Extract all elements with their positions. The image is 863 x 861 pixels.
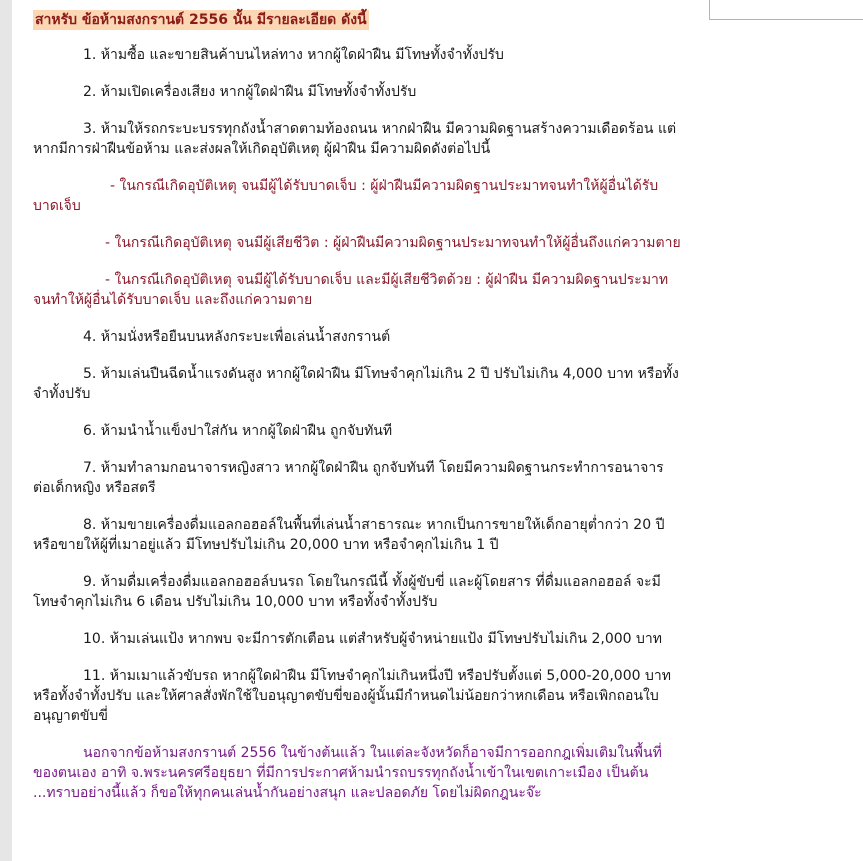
rule-item-10: 10. ห้ามเล่นแป้ง หากพบ จะมีการตักเตือน แต่สำหรับผู้จำหน่ายแป้ง มีโทษปรับไม่เกิน 2,000 บาท: [83, 631, 663, 647]
rule-item-6: 6. ห้ามนำน้ำแข็งปาใส่กัน หากผู้ใดฝ่าฝืน ถูกจับทันที: [83, 423, 393, 439]
left-gutter: [0, 0, 12, 861]
sub-item-injury-and-death: - ในกรณีเกิดอุบัติเหตุ จนมีผู้ได้รับบาดเจ็บ และมีผู้เสียชีวิตด้วย : ผู้ฝ่าฝืน มีความผิดฐานประมาทจนทำให้ผู้อื่นได้รับบาดเจ็บ และถึงแก่ความตาย: [33, 272, 669, 308]
document-body: [33, 10, 683, 820]
rule-item-2: 2. ห้ามเปิดเครื่องเสียง หากผู้ใดฝ่าฝืน มีโทษทั้งจำทั้งปรับ: [83, 84, 417, 100]
sub-item-injury: - ในกรณีเกิดอุบัติเหตุ จนมีผู้ได้รับบาดเจ็บ : ผู้ฝ่าฝืนมีความผิดฐานประมาทจนทำให้ผู้อื่นได้รับบาดเจ็บ: [33, 178, 659, 214]
rule-item-4: 4. ห้ามนั่งหรือยืนบนหลังกระบะเพื่อเล่นน้ำสงกรานต์: [83, 329, 391, 345]
document-title: สาหรับ ข้อห้ามสงกรานต์ 2556 นั้น มีรายละเอียด ดังนี้: [35, 12, 367, 28]
rule-item-8: 8. ห้ามขายเครื่องดื่มแอลกอฮอล์ในพื้นที่เล่นน้ำสาธารณะ หากเป็นการขายให้เด็กอายุต่ำกว่า 20 ปี หรือขายให้ผู้ที่เมาอยู่แล้ว มีโทษปรับไม่เกิน 20,000 บาท หรือจำคุกไม่เกิน 1 ปี: [33, 517, 665, 553]
rule-item-7: 7. ห้ามทำลามกอนาจารหญิงสาว หากผู้ใดฝ่าฝืน ถูกจับทันที โดยมีความผิดฐานกระทำการอนาจาร ต่อเด็กหญิง หรือสตรี: [33, 460, 664, 496]
sub-item-death: - ในกรณีเกิดอุบัติเหตุ จนมีผู้เสียชีวิต : ผู้ฝ่าฝืนมีความผิดฐานประมาทจนทำให้ผู้อื่นถึงแก่ความตาย: [105, 235, 681, 251]
rule-item-11: 11. ห้ามเมาแล้วขับรถ หากผู้ใดฝ่าฝืน มีโทษจำคุกไม่เกินหนึ่งปี หรือปรับตั้งแต่ 5,000-20,000 บาท หรือทั้งจำทั้งปรับ และให้ศาลสั่งพักใช้ใบอนุญาตขับขี่ของผู้นั้นมีกำหนดไม่น้อยกว่าหกเดือน หรือเพิกถอนใบอนุญาตขับขี่: [33, 668, 671, 724]
rule-item-9: 9. ห้ามดื่มเครื่องดื่มแอลกอฮอล์บนรถ โดยในกรณีนี้ ทั้งผู้ขับขี่ และผู้โดยสาร ที่ดื่มแอลกอฮอล์ จะมีโทษจำคุกไม่เกิน 6 เดือน ปรับไม่เกิน 10,000 บาท หรือทั้งจำทั้งปรับ: [33, 574, 661, 610]
closing-note: นอกจากข้อห้ามสงกรานต์ 2556 ในข้างต้นแล้ว ในแต่ละจังหวัดก็อาจมีการออกกฎเพิ่มเติมในพื้นที่ของตนเอง อาทิ จ.พระนครศรีอยุธยา ที่มีการประกาศห้ามนำรถบรรทุกถังน้ำเข้าในเขตเกาะเมือง เป็นต้น ...ทราบอย่างนี้แล้ว ก็ขอให้ทุกคนเล่นน้ำกันอย่างสนุก และปลอดภัย โดยไม่ผิดกฎนะจ๊ะ: [33, 745, 662, 801]
rule-item-1: 1. ห้ามซื้อ และขายสินค้าบนไหล่ทาง หากผู้ใดฝ่าฝืน มีโทษทั้งจำทั้งปรับ: [83, 47, 504, 63]
top-right-box: [709, 0, 863, 20]
rule-item-5: 5. ห้ามเล่นปืนฉีดน้ำแรงดันสูง หากผู้ใดฝ่าฝืน มีโทษจำคุกไม่เกิน 2 ปี ปรับไม่เกิน 4,000 บาท หรือทั้งจำทั้งปรับ: [33, 366, 679, 402]
rule-item-3: 3. ห้ามให้รถกระบะบรรทุกถังน้ำสาดตามท้องถนน หากฝ่าฝืน มีความผิดฐานสร้างความเดือดร้อน แต่หากมีการฝ่าฝืนข้อห้าม และส่งผลให้เกิดอุบัติเหตุ ผู้ฝ่าฝืน มีความผิดดังต่อไปนี้: [33, 121, 677, 157]
